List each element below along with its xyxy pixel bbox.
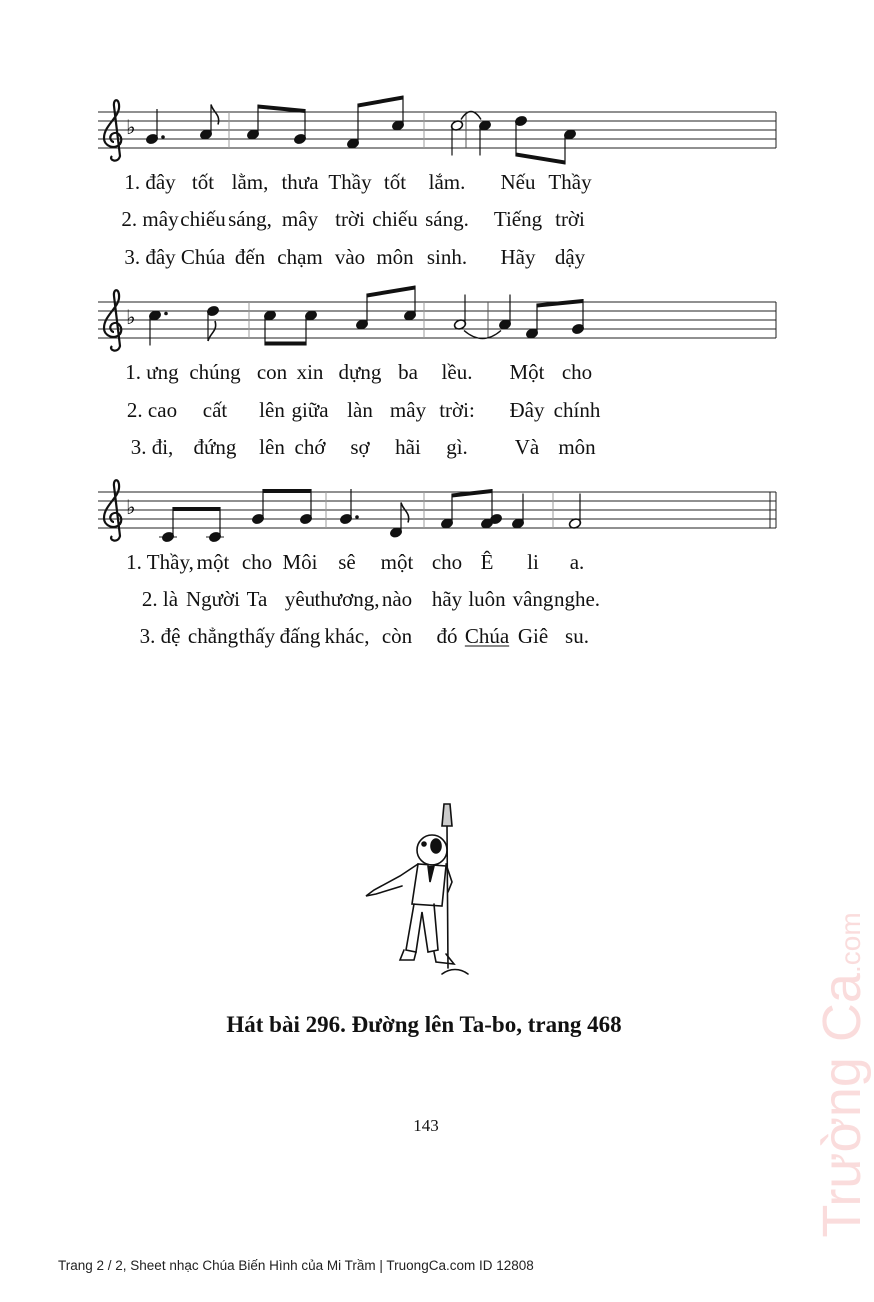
lyric-syllable: cho [561, 360, 593, 384]
lyric-syllable: chiếu [372, 207, 418, 231]
key-signature-flat: ♭ [126, 115, 136, 139]
lyric-syllable: khác, [324, 624, 370, 648]
lyric-syllable: trời: [439, 398, 475, 422]
lyric-syllable: chúng [189, 360, 241, 384]
lyric-syllable: chính [553, 398, 601, 422]
lyric-syllable: dậy [554, 245, 586, 269]
lyric-syllable: tốt [383, 170, 407, 194]
lyric-syllable: 3. đây [124, 245, 176, 269]
lyric-syllable: môn [376, 245, 414, 269]
lyric-syllable: 1. ưng [125, 360, 179, 384]
lyric-syllable: sáng. [425, 207, 469, 231]
tie [461, 112, 481, 120]
beam [358, 96, 403, 108]
lyric-syllable: còn [381, 624, 413, 648]
key-signature-flat: ♭ [126, 495, 136, 519]
lyric-syllable: chớ [294, 435, 326, 459]
lyric-syllable: Chúa [464, 624, 510, 648]
lyric-syllable: su. [565, 624, 589, 648]
singer-illustration [360, 796, 470, 976]
lyric-syllable: Tiếng [493, 207, 543, 231]
lyric-syllable: 1. đây [124, 170, 176, 194]
lyric-syllable: Ta [246, 587, 268, 611]
song-reference-title: Hát bài 296. Đường lên Ta-bo, trang 468 [226, 1012, 622, 1037]
lyric-syllable: 3. đệ [139, 624, 181, 648]
key-signature-flat: ♭ [126, 305, 136, 329]
lyric-syllable: sáng, [228, 207, 272, 231]
lyric-syllable: lắm. [428, 170, 466, 194]
lyric-syllable: cho [431, 550, 463, 574]
lyric-syllable: chẳng [187, 624, 239, 648]
lyric-syllable: đó [436, 624, 458, 648]
lyric-syllable: trời [555, 207, 585, 231]
dot [355, 515, 359, 519]
lyric-syllable: chạm [277, 245, 323, 269]
beam [173, 507, 220, 511]
lyric-syllable: Người [186, 587, 240, 611]
lyric-syllable: giữa [291, 398, 329, 422]
dot [164, 312, 168, 316]
lyric-syllable: thưa [281, 170, 319, 194]
lyric-syllable: li [527, 550, 539, 574]
lyric-syllable: Hãy [500, 245, 536, 269]
lyric-syllable: mây [389, 398, 427, 422]
lyric-syllable: trời [335, 207, 365, 231]
lyric-syllable: Nếu [500, 170, 536, 194]
beam [265, 342, 306, 346]
watermark-logo [811, 912, 873, 1237]
beam [452, 489, 492, 498]
lyric-syllable: 2. là [141, 587, 179, 611]
beam [516, 153, 565, 165]
lyric-syllable: sợ [350, 435, 370, 459]
lyric-syllable: môn [558, 435, 596, 459]
beam [537, 299, 583, 308]
staff-3 [98, 480, 776, 543]
lyric-syllable: 3. đi, [130, 435, 174, 459]
lyric-syllable: cất [202, 398, 228, 422]
lyric-syllable: đứng [193, 435, 237, 459]
lyric-syllable: lên [259, 398, 285, 422]
lyric-syllable: chiếu [180, 207, 226, 231]
lyric-syllable: cho [241, 550, 273, 574]
dot [161, 135, 165, 139]
watermark-main: Trường Ca [812, 973, 872, 1238]
staff-1 [98, 96, 776, 165]
lyric-syllable: sinh. [426, 245, 468, 269]
lyric-syllable: một [380, 550, 414, 574]
lyric-syllable: lều. [441, 360, 473, 384]
staff-2 [98, 286, 776, 351]
lyric-syllable: hãy [431, 587, 463, 611]
lyric-syllable: Chúa [180, 245, 226, 269]
lyric-syllable: dựng [338, 360, 382, 384]
lyric-syllable: Ê [480, 550, 494, 574]
lyric-syllable: Môi [282, 550, 318, 574]
lyric-syllable: đấng [279, 624, 321, 648]
lyric-syllable: Đây [509, 398, 545, 422]
lyric-syllable: Thầy [548, 170, 592, 194]
lyric-syllable: tốt [191, 170, 215, 194]
lyric-syllable: ba [398, 360, 418, 384]
beam [263, 489, 311, 493]
lyric-syllable: vâng [512, 587, 554, 611]
lyric-syllable: đến [234, 245, 266, 269]
lyric-syllable: thấy [238, 624, 276, 648]
lyric-syllable: sê [338, 550, 356, 574]
lyric-syllable: Và [514, 435, 540, 459]
lyric-syllable: xin [296, 360, 324, 384]
lyric-syllable: 2. cao [126, 398, 178, 422]
lyric-syllable: làn [347, 398, 373, 422]
lyric-syllable: vào [334, 245, 366, 269]
lyric-syllable: nào [381, 587, 413, 611]
tie [464, 331, 501, 339]
lyric-syllable: Một [509, 360, 545, 384]
beam [367, 286, 415, 298]
lyric-syllable: Giê [517, 624, 549, 648]
lyric-syllable: Thầy [328, 170, 372, 194]
lyric-syllable: yêu [284, 587, 316, 611]
lyric-syllable: mây [281, 207, 319, 231]
lyric-syllable: lằm, [231, 170, 269, 194]
page-number: 143 [413, 1116, 439, 1135]
footer-text: Trang 2 / 2, Sheet nhạc Chúa Biến Hình của Mi Trầm | TruongCa.com ID 12808 [58, 1258, 534, 1273]
lyric-syllable: gì. [446, 435, 468, 459]
lyric-syllable: lên [259, 435, 285, 459]
lyric-syllable: con [256, 360, 288, 384]
lyric-syllable: thương, [314, 587, 380, 611]
lyric-syllable: 1. Thầy, [126, 550, 194, 574]
lyric-syllable: hãi [395, 435, 421, 459]
lyric-syllable: a. [569, 550, 585, 574]
watermark-suffix: .com [835, 912, 866, 974]
lyric-syllable: luôn [468, 587, 506, 611]
lyric-syllable: một [196, 550, 230, 574]
lyric-syllable: nghe. [553, 587, 601, 611]
lyric-syllable: 2. mây [121, 207, 179, 231]
